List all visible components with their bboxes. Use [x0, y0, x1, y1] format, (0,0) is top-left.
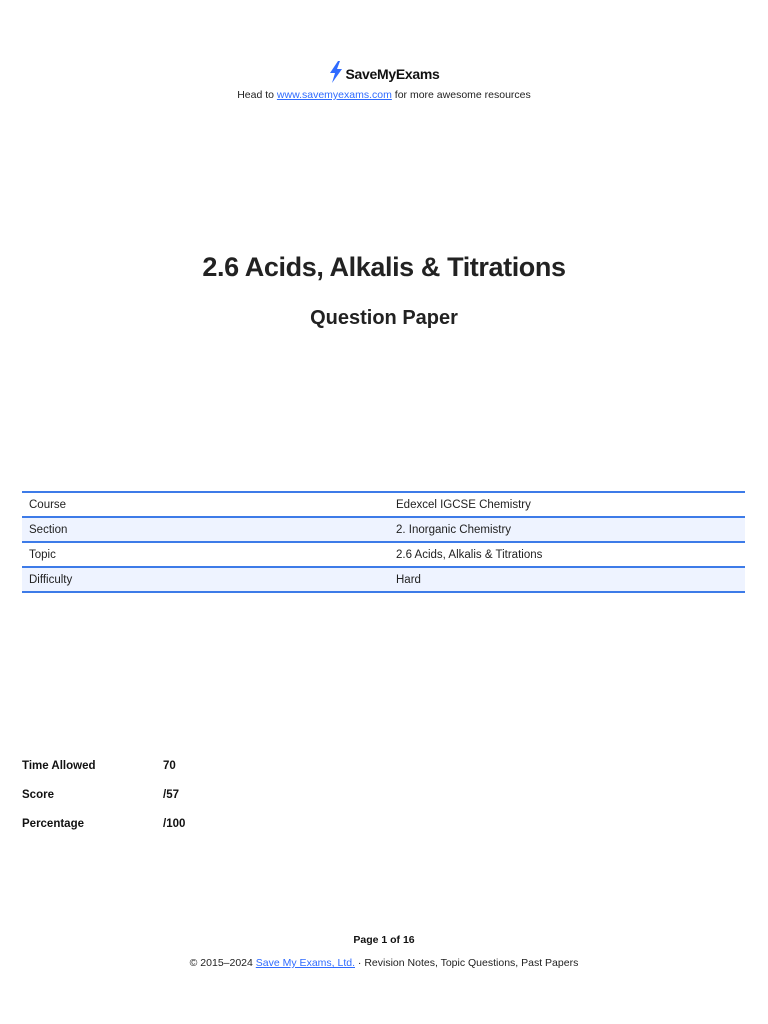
page-footer [0, 957, 768, 969]
brand-name: SaveMyExams [345, 66, 440, 82]
row-value: Hard [389, 567, 745, 592]
stat-percentage [22, 818, 185, 847]
row-label: Difficulty [22, 567, 389, 592]
lightning-bolt-icon [329, 61, 343, 88]
row-value: 2. Inorganic Chemistry [389, 517, 745, 542]
row-label: Course [22, 492, 389, 517]
brand-logo[interactable] [329, 60, 440, 88]
tagline [0, 89, 768, 101]
copyright-prefix: © 2015–2024 [189, 957, 256, 969]
stat-time-allowed [22, 760, 185, 789]
document-title: 2.6 Acids, Alkalis & Titrations [202, 252, 566, 282]
row-label: Topic [22, 542, 389, 567]
stat-score [22, 789, 185, 818]
tagline-prefix: Head to [237, 89, 277, 101]
document-subtitle: Question Paper [310, 307, 458, 329]
table-row [22, 542, 745, 567]
exam-stats [22, 760, 185, 847]
stat-label: Percentage [22, 818, 85, 830]
row-value: Edexcel IGCSE Chemistry [389, 492, 745, 517]
table-row [22, 567, 745, 592]
info-table [22, 491, 745, 593]
page-header [0, 60, 768, 101]
table-row [22, 517, 745, 542]
page-number: Page 1 of 16 [353, 934, 415, 946]
stat-value: /57 [163, 789, 179, 801]
company-link[interactable]: Save My Exams, Ltd. [255, 957, 355, 969]
stat-label: Time Allowed [22, 760, 96, 772]
tagline-suffix: for more awesome resources [391, 89, 531, 101]
row-label: Section [22, 517, 389, 542]
stat-label: Score [22, 789, 54, 801]
stat-value: 70 [163, 760, 176, 772]
website-link[interactable]: www.savemyexams.com [276, 89, 392, 101]
table-row [22, 492, 745, 517]
stat-value: /100 [163, 818, 186, 830]
copyright-suffix: · Revision Notes, Topic Questions, Past Papers [355, 957, 579, 969]
row-value: 2.6 Acids, Alkalis & Titrations [389, 542, 745, 567]
